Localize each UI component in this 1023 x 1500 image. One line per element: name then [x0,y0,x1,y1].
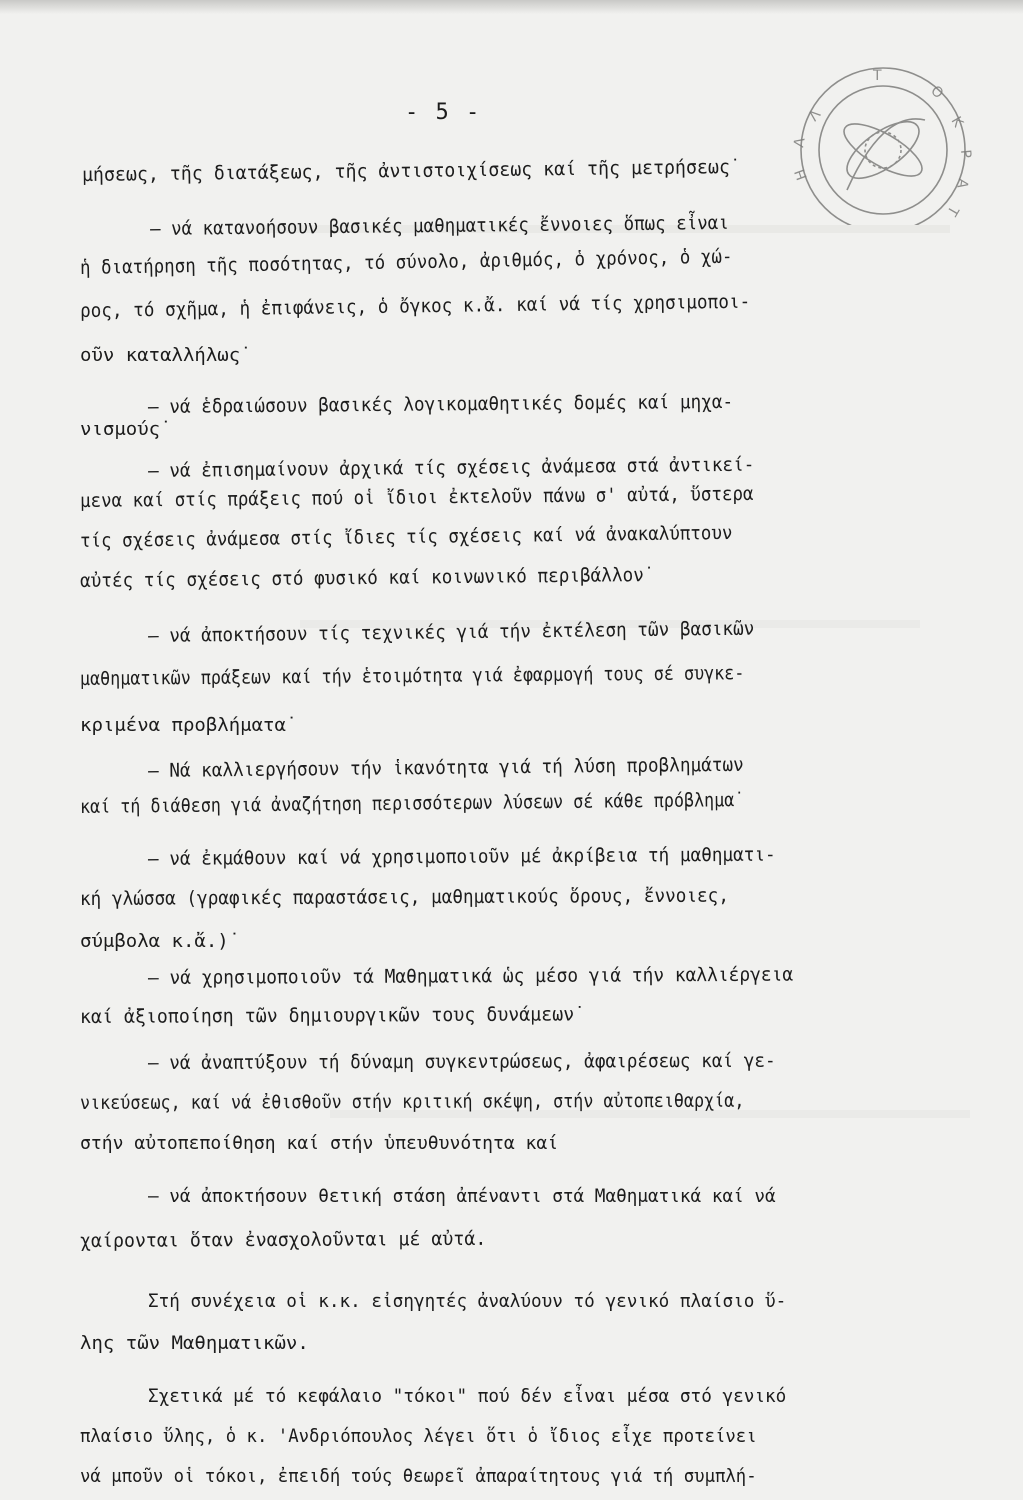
text-line: μενα καί στίς πράξεις πού οἱ ἴδιοι ἐκτελοῦν πάνω σ' αὐτά, ὕστερα [79,482,754,512]
text-line: – νά ἐπισημαίνουν ἀρχικά τίς σχέσεις ἀνάμεσα στά ἀντικεί- [147,453,755,482]
text-line: κριμένα προβλήματα˙ [80,714,298,736]
text-line: τίς σχέσεις ἀνάμεσα στίς ἴδιες τίς σχέσεις καί νά ἀνακαλύπτουν [79,522,733,552]
svg-text:Τ: Τ [873,68,882,84]
page-number: - 5 - [405,100,482,125]
text-line: – νά ἑδραιώσουν βασικές λογικομαθητικές δομές καί μηχα- [147,390,734,418]
text-line: νισμούς˙ [80,418,172,440]
text-line: ρος, τό σχῆμα, ἡ ἐπιφάνεις, ὁ ὄγκος κ.ἄ. καί νά τίς χρησιμοποι- [79,290,751,322]
svg-text:Η: Η [792,166,811,183]
text-line: ἡ διατήρηση τῆς ποσότητας, τό σύνολο, ἀριθμός, ὁ χρόνος, ὁ χώ- [79,245,733,279]
svg-text:Ρ: Ρ [957,148,974,159]
svg-text:Ο: Ο [927,82,947,103]
svg-text:Λ: Λ [805,106,825,125]
text-line: – νά ἀποκτήσουν θετική στάση ἀπέναντι στά Μαθηματικά καί νά [148,1185,776,1207]
text-line: – νά ἀναπτύξουν τή δύναμη συγκεντρώσεως, ἀφαιρέσεως καί γε- [147,1049,776,1074]
text-line: μαθηματικῶν πράξεων καί τήν ἑτοιμότητα γιά ἐφαρμογή τους σέ συγκε- [79,662,745,690]
official-seal-stamp [755,50,1023,225]
text-line: αὐτές τίς σχέσεις στό φυσικό καί κοινωνικό περιβάλλον˙ [79,563,655,592]
text-line: νά μποῦν οἱ τόκοι, ἐπειδή τούς θεωρεῖ ἀπαραίτητους γιά τή συμπλή- [80,1465,757,1487]
text-line: Σχετικά μέ τό κεφάλαιο "τόκοι" πού δέν εἶναι μέσα στό γενικό [148,1385,787,1407]
text-line: μήσεως, τῆς διατάξεως, τῆς ἀντιστοιχίσεως καί τῆς μετρήσεως˙ [81,155,741,186]
svg-text:Τ: Τ [943,203,962,219]
text-line: οῦν καταλλήλως˙ [80,344,252,366]
text-line: νικεύσεως, καί νά ἐθισθοῦν στήν κριτική σκέψη, στήν αὐτοπειθαρχία, [79,1089,745,1114]
svg-text:Λ: Λ [791,136,809,149]
text-line: λης τῶν Μαθηματικῶν. [80,1332,309,1354]
text-line: Στή συνέχεια οἱ κ.κ. εἰσηγητές ἀναλύουν τό γενικό πλαίσιο ὕ- [148,1290,787,1312]
text-line: κή γλώσσα (γραφικές παραστάσεις, μαθηματικούς ὅρους, ἔννοιες, [79,884,729,910]
text-line: – νά ἐκμάθουν καί νά χρησιμοποιοῦν μέ ἀκρίβεια τή μαθηματι- [147,843,776,870]
text-line: σύμβολα κ.ἄ.)˙ [80,930,241,952]
page-top-edge [0,0,1023,14]
text-line: – Νά καλλιεργήσουν τήν ἱκανότητα γιά τή λύση προβλημάτων [147,753,744,782]
text-line: χαίρονται ὅταν ἐνασχολοῦνται μέ αὐτά. [79,1227,487,1252]
text-line: στήν αὐτοπεποίθηση καί στήν ὑπευθυνότητα καί [80,1132,559,1154]
text-line: – νά ἀποκτήσουν τίς τεχνικές γιά τήν ἐκτέλεση τῶν βασικῶν [147,617,755,647]
text-line: – νά χρησιμοποιοῦν τά Μαθηματικά ὡς μέσο γιά τήν καλλιέργεια [147,963,794,989]
svg-text:Α: Α [953,177,971,190]
svg-text:Κ: Κ [947,114,966,130]
text-line: πλαίσιο ὕλης, ὁ κ. 'Ανδριόπουλος λέγει ὅτι ὁ ἴδιος εἶχε προτείνει [80,1425,757,1447]
text-line: – νά κατανοήσουν βασικές μαθηματικές ἔννοιες ὅπως εἶναι [149,211,729,240]
text-line: καί ἀξιοποίηση τῶν δημιουργικῶν τους δυνάμεων˙ [79,1003,586,1028]
text-line: καί τή διάθεση γιά ἀναζήτηση περισσότερων λύσεων σέ κάθε πρόβλημα˙ [79,789,745,818]
